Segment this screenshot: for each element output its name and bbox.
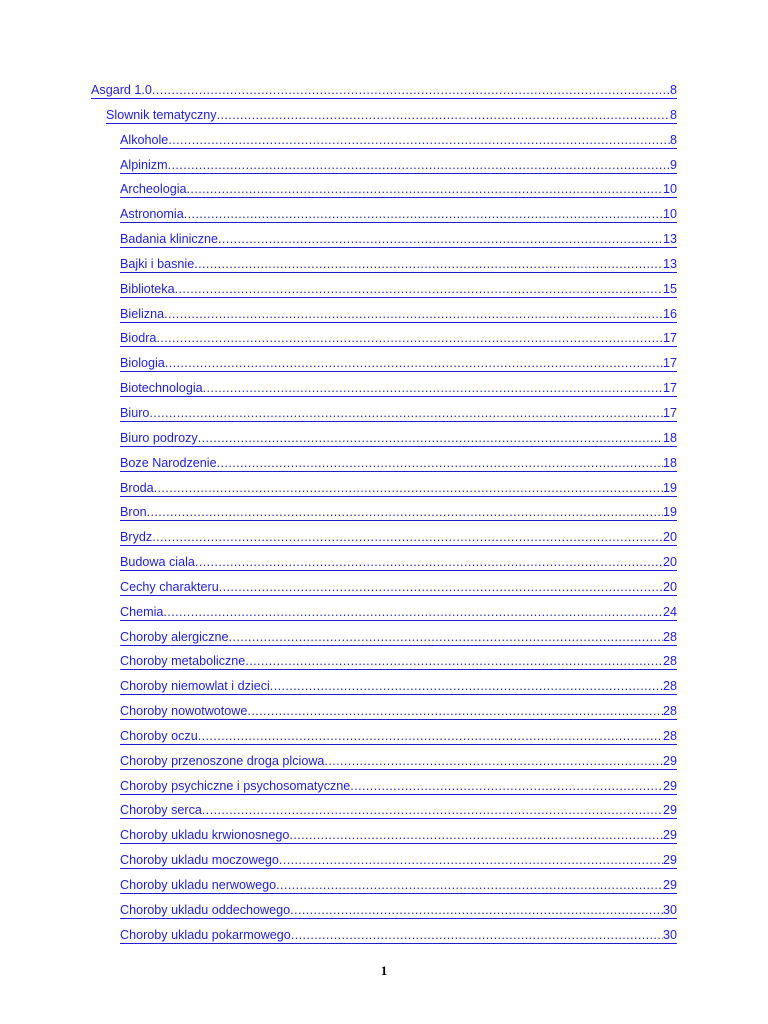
toc-entry[interactable] [120, 456, 677, 481]
toc-entry[interactable] [120, 928, 677, 953]
toc-dot-leader [165, 356, 663, 372]
toc-entry-page-number: 17 [662, 405, 677, 420]
toc-entry-label: Bron [120, 505, 147, 520]
toc-dot-leader [168, 158, 670, 174]
toc-entry-label: Choroby alergiczne [120, 629, 229, 644]
toc-entry-page-number: 19 [662, 505, 677, 520]
toc-entry-label: Boze Narodzenie [120, 455, 217, 470]
toc-dot-leader [149, 406, 663, 422]
toc-dot-leader [147, 505, 663, 521]
toc-entry[interactable] [120, 704, 677, 729]
toc-dot-leader [154, 481, 663, 497]
toc-entry[interactable] [120, 580, 677, 605]
toc-dot-leader [202, 803, 663, 819]
toc-entry-label: Bajki i basnie [120, 256, 195, 271]
toc-dot-leader [195, 555, 663, 571]
toc-dot-leader [152, 83, 670, 99]
toc-entry[interactable] [120, 182, 677, 207]
toc-entry[interactable] [120, 878, 677, 903]
toc-entry[interactable] [120, 530, 677, 555]
toc-entry-page-number: 29 [662, 803, 677, 818]
toc-entry-page-number: 28 [662, 629, 677, 644]
toc-entry-label: Brydz [120, 530, 153, 545]
page-number: 1 [380, 963, 388, 978]
toc-entry-page-number: 10 [662, 207, 677, 222]
toc-dot-leader [156, 331, 663, 347]
toc-dot-leader [175, 282, 663, 298]
toc-entry-label: Choroby oczu [120, 728, 198, 743]
toc-entry[interactable] [120, 853, 677, 878]
toc-entry[interactable] [120, 481, 677, 506]
toc-dot-leader [324, 754, 663, 770]
toc-entry-label: Bielizna [120, 306, 165, 321]
toc-entry[interactable] [120, 903, 677, 928]
toc-entry-label: Broda [120, 480, 154, 495]
toc-entry-page-number: 18 [662, 430, 677, 445]
toc-entry-label: Biuro podrozy [120, 430, 198, 445]
toc-entry-page-number: 9 [669, 157, 677, 172]
toc-entry-label: Budowa ciala [120, 555, 195, 570]
toc-dot-leader [187, 182, 663, 198]
toc-entry-page-number: 18 [662, 455, 677, 470]
toc-entry-label: Biologia [120, 356, 165, 371]
toc-entry-label: Choroby ukladu pokarmowego [120, 927, 291, 942]
toc-entry[interactable] [120, 381, 677, 406]
toc-dot-leader [290, 903, 663, 919]
toc-dot-leader [218, 232, 663, 248]
toc-entry[interactable] [120, 779, 677, 804]
toc-dot-leader [270, 679, 663, 695]
toc-dot-leader [289, 828, 663, 844]
toc-dot-leader [152, 530, 663, 546]
toc-entry-page-number: 24 [662, 604, 677, 619]
toc-dot-leader [217, 108, 670, 124]
toc-entry-page-number: 29 [662, 878, 677, 892]
toc-entry-label: Choroby metaboliczne [120, 654, 246, 669]
toc-dot-leader [245, 654, 663, 670]
toc-entry-page-number: 17 [662, 381, 677, 396]
toc-entry[interactable] [120, 828, 677, 853]
toc-entry-page-number: 13 [662, 256, 677, 271]
toc-entry-page-number: 28 [662, 704, 677, 719]
toc-entry-label: Choroby ukladu moczowego [120, 853, 279, 868]
toc-dot-leader [291, 928, 663, 944]
toc-entry-label: Choroby ukladu krwionosnego [120, 828, 290, 843]
toc-entry-label: Alkohole [120, 132, 169, 147]
toc-entry[interactable] [120, 207, 677, 232]
toc-entry-page-number: 8 [669, 107, 677, 122]
toc-entry[interactable] [120, 555, 677, 580]
toc-entry-page-number: 29 [662, 778, 677, 793]
toc-entry-label: Biodra [120, 331, 157, 346]
toc-entry-label: Biblioteka [120, 281, 175, 296]
toc-dot-leader [163, 605, 663, 621]
toc-dot-leader [247, 704, 663, 720]
toc-entry-label: Archeologia [120, 182, 187, 197]
toc-entry-label: Choroby ukladu oddechowego [120, 902, 291, 917]
toc-entry-label: Choroby psychiczne i psychosomatyczne [120, 778, 351, 793]
toc-entry-label: Choroby przenoszone droga plciowa [120, 753, 325, 768]
toc-entry[interactable] [120, 133, 677, 158]
toc-dot-leader [279, 853, 663, 869]
toc-entry[interactable] [120, 630, 677, 655]
toc-dot-leader [217, 456, 663, 472]
toc-entry[interactable] [120, 257, 677, 282]
toc-entry-page-number: 20 [662, 555, 677, 570]
toc-entry-label: Badania kliniczne [120, 232, 219, 247]
toc-entry-page-number: 19 [662, 480, 677, 495]
toc-entry[interactable] [120, 431, 677, 456]
toc-entry-page-number: 17 [662, 356, 677, 371]
toc-entry-page-number: 28 [662, 679, 677, 694]
toc-entry-page-number: 29 [662, 753, 677, 768]
toc-entry[interactable] [120, 803, 677, 828]
toc-entry[interactable] [106, 108, 677, 133]
toc-entry-label: Choroby nowotwotowe [120, 704, 248, 719]
toc-entry-page-number: 28 [662, 654, 677, 669]
table-of-contents [0, 83, 768, 953]
toc-entry[interactable] [120, 605, 677, 630]
toc-entry-label: Choroby niemowlat i dzieci [120, 679, 270, 694]
toc-entry-label: Cechy charakteru [120, 579, 219, 594]
toc-dot-leader [184, 207, 663, 223]
toc-entry[interactable] [120, 307, 677, 332]
toc-entry[interactable] [120, 232, 677, 257]
toc-entry-page-number: 10 [662, 182, 677, 197]
toc-entry-page-number: 16 [662, 306, 677, 321]
toc-entry-page-number: 28 [662, 728, 677, 743]
toc-entry-page-number: 30 [662, 902, 677, 917]
toc-dot-leader [276, 878, 663, 894]
toc-dot-leader [198, 431, 663, 447]
toc-entry-label: Choroby ukladu nerwowego [120, 878, 277, 892]
toc-entry[interactable] [120, 331, 677, 356]
toc-entry[interactable] [91, 83, 677, 108]
toc-entry-label: Slownik tematyczny [106, 107, 217, 122]
toc-entry-label: Biuro [120, 405, 150, 420]
toc-entry-page-number: 29 [662, 853, 677, 868]
toc-entry[interactable] [120, 679, 677, 704]
toc-dot-leader [164, 307, 663, 323]
toc-entry-page-number: 13 [662, 232, 677, 247]
toc-entry-label: Astronomia [120, 207, 184, 222]
toc-entry[interactable] [120, 754, 677, 779]
toc-entry-page-number: 20 [662, 579, 677, 594]
toc-entry[interactable] [120, 729, 677, 754]
toc-dot-leader [168, 133, 670, 149]
toc-entry-label: Alpinizm [120, 157, 168, 172]
toc-dot-leader [219, 580, 663, 596]
toc-entry-page-number: 29 [662, 828, 677, 843]
toc-entry[interactable] [120, 654, 677, 679]
toc-entry[interactable] [120, 282, 677, 307]
toc-entry-label: Biotechnologia [120, 381, 203, 396]
toc-entry-page-number: 17 [662, 331, 677, 346]
toc-entry-label: Asgard 1.0 [91, 83, 152, 97]
toc-entry[interactable] [120, 158, 677, 183]
toc-dot-leader [194, 257, 663, 273]
toc-entry[interactable] [120, 505, 677, 530]
toc-dot-leader [203, 381, 663, 397]
toc-entry-page-number: 8 [669, 83, 677, 97]
toc-entry[interactable] [120, 406, 677, 431]
toc-entry-page-number: 30 [662, 927, 677, 942]
toc-entry-label: Chemia [120, 604, 164, 619]
toc-dot-leader [229, 630, 663, 646]
toc-entry-page-number: 8 [669, 132, 677, 147]
toc-entry[interactable] [120, 356, 677, 381]
toc-entry-label: Choroby serca [120, 803, 202, 818]
toc-entry-page-number: 15 [662, 281, 677, 296]
toc-dot-leader [198, 729, 663, 745]
toc-entry-page-number: 20 [662, 530, 677, 545]
toc-dot-leader [350, 779, 663, 795]
